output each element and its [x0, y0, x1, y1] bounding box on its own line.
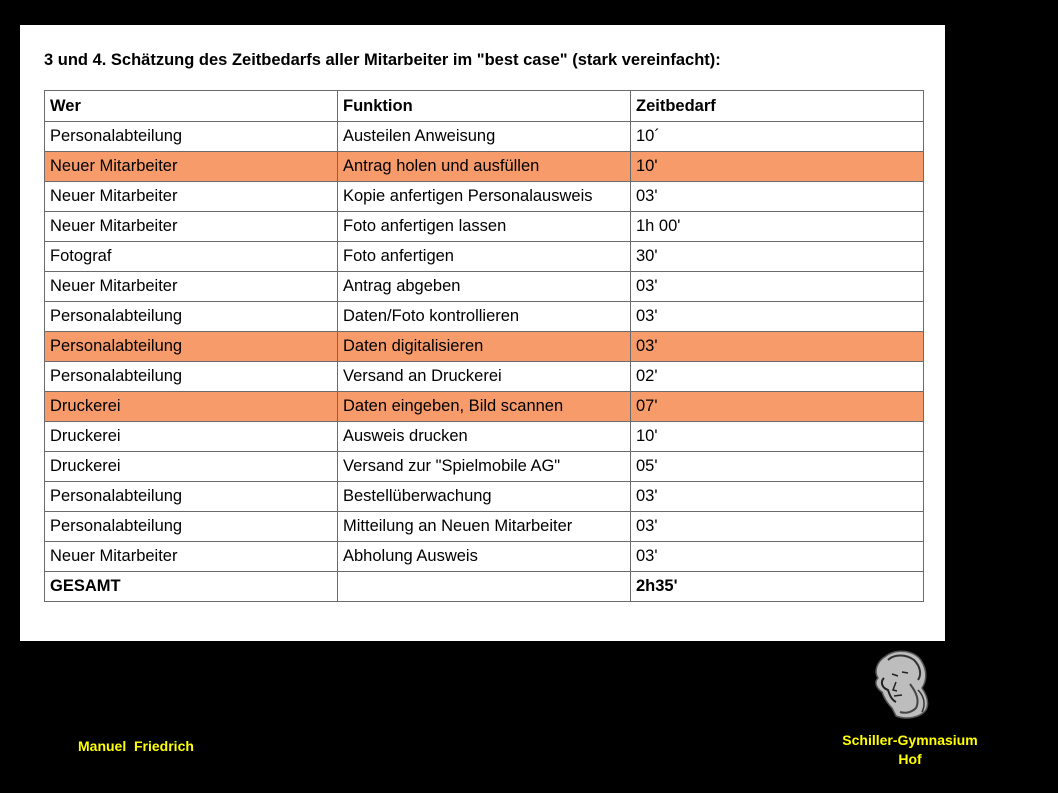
table-row: [45, 392, 924, 422]
table-row: [45, 272, 924, 302]
table-row: [45, 542, 924, 572]
cell-zeitbedarf: 1h 00': [631, 212, 924, 242]
cell-funktion: Daten/Foto kontrollieren: [338, 302, 631, 332]
slide-panel: [20, 25, 945, 641]
cell-zeitbedarf: 10': [631, 422, 924, 452]
schiller-portrait-icon: [866, 648, 934, 720]
cell-funktion: Antrag abgeben: [338, 272, 631, 302]
cell-zeitbedarf: 02': [631, 362, 924, 392]
table-row: [45, 512, 924, 542]
cell-wer: Personalabteilung: [45, 482, 338, 512]
total-label: GESAMT: [45, 572, 338, 602]
table-row: [45, 452, 924, 482]
cell-funktion: Kopie anfertigen Personalausweis: [338, 182, 631, 212]
cell-wer: Personalabteilung: [45, 332, 338, 362]
cell-wer: Neuer Mitarbeiter: [45, 212, 338, 242]
cell-funktion: Abholung Ausweis: [338, 542, 631, 572]
cell-zeitbedarf: 03': [631, 482, 924, 512]
cell-zeitbedarf: 03': [631, 542, 924, 572]
table-row: [45, 302, 924, 332]
cell-wer: Personalabteilung: [45, 512, 338, 542]
cell-wer: Neuer Mitarbeiter: [45, 182, 338, 212]
author-name: Manuel Friedrich: [78, 738, 194, 754]
cell-funktion: Versand an Druckerei: [338, 362, 631, 392]
table-row: [45, 122, 924, 152]
cell-zeitbedarf: 10': [631, 152, 924, 182]
table-total-row: [45, 572, 924, 602]
cell-funktion: Antrag holen und ausfüllen: [338, 152, 631, 182]
table-row: [45, 242, 924, 272]
cell-wer: Neuer Mitarbeiter: [45, 152, 338, 182]
table-row: [45, 482, 924, 512]
table-row: [45, 212, 924, 242]
cell-funktion: Bestellüberwachung: [338, 482, 631, 512]
header-zeitbedarf: Zeitbedarf: [631, 91, 924, 122]
time-estimate-table: [44, 90, 924, 602]
cell-wer: Neuer Mitarbeiter: [45, 272, 338, 302]
cell-funktion: Versand zur "Spielmobile AG": [338, 452, 631, 482]
cell-funktion: Daten digitalisieren: [338, 332, 631, 362]
cell-zeitbedarf: 03': [631, 512, 924, 542]
cell-wer: Personalabteilung: [45, 362, 338, 392]
cell-zeitbedarf: 03': [631, 332, 924, 362]
cell-wer: Personalabteilung: [45, 122, 338, 152]
header-funktion: Funktion: [338, 91, 631, 122]
cell-wer: Neuer Mitarbeiter: [45, 542, 338, 572]
cell-zeitbedarf: 03': [631, 302, 924, 332]
cell-wer: Fotograf: [45, 242, 338, 272]
table-row: [45, 422, 924, 452]
table-row: [45, 152, 924, 182]
cell-funktion: Ausweis drucken: [338, 422, 631, 452]
table-header-row: [45, 91, 924, 122]
cell-funktion: Daten eingeben, Bild scannen: [338, 392, 631, 422]
school-name-line2: Hof: [898, 751, 922, 767]
school-name: [820, 731, 1000, 769]
cell-wer: Druckerei: [45, 422, 338, 452]
cell-zeitbedarf: 05': [631, 452, 924, 482]
cell-zeitbedarf: 07': [631, 392, 924, 422]
cell-zeitbedarf: 03': [631, 182, 924, 212]
cell-wer: Druckerei: [45, 392, 338, 422]
cell-zeitbedarf: 03': [631, 272, 924, 302]
cell-wer: Druckerei: [45, 452, 338, 482]
cell-zeitbedarf: 30': [631, 242, 924, 272]
table-row: [45, 182, 924, 212]
cell-funktion: Foto anfertigen: [338, 242, 631, 272]
slide-heading: 3 und 4. Schätzung des Zeitbedarfs aller Mitarbeiter im "best case" (stark vereinfacht):: [44, 51, 721, 69]
table-row: [45, 362, 924, 392]
header-wer: Wer: [45, 91, 338, 122]
cell-funktion: Foto anfertigen lassen: [338, 212, 631, 242]
school-name-line1: Schiller-Gymnasium: [842, 732, 978, 748]
total-zeitbedarf: 2h35': [631, 572, 924, 602]
cell-zeitbedarf: 10´: [631, 122, 924, 152]
cell-funktion: Austeilen Anweisung: [338, 122, 631, 152]
total-funktion: [338, 572, 631, 602]
table-row: [45, 332, 924, 362]
cell-funktion: Mitteilung an Neuen Mitarbeiter: [338, 512, 631, 542]
cell-wer: Personalabteilung: [45, 302, 338, 332]
